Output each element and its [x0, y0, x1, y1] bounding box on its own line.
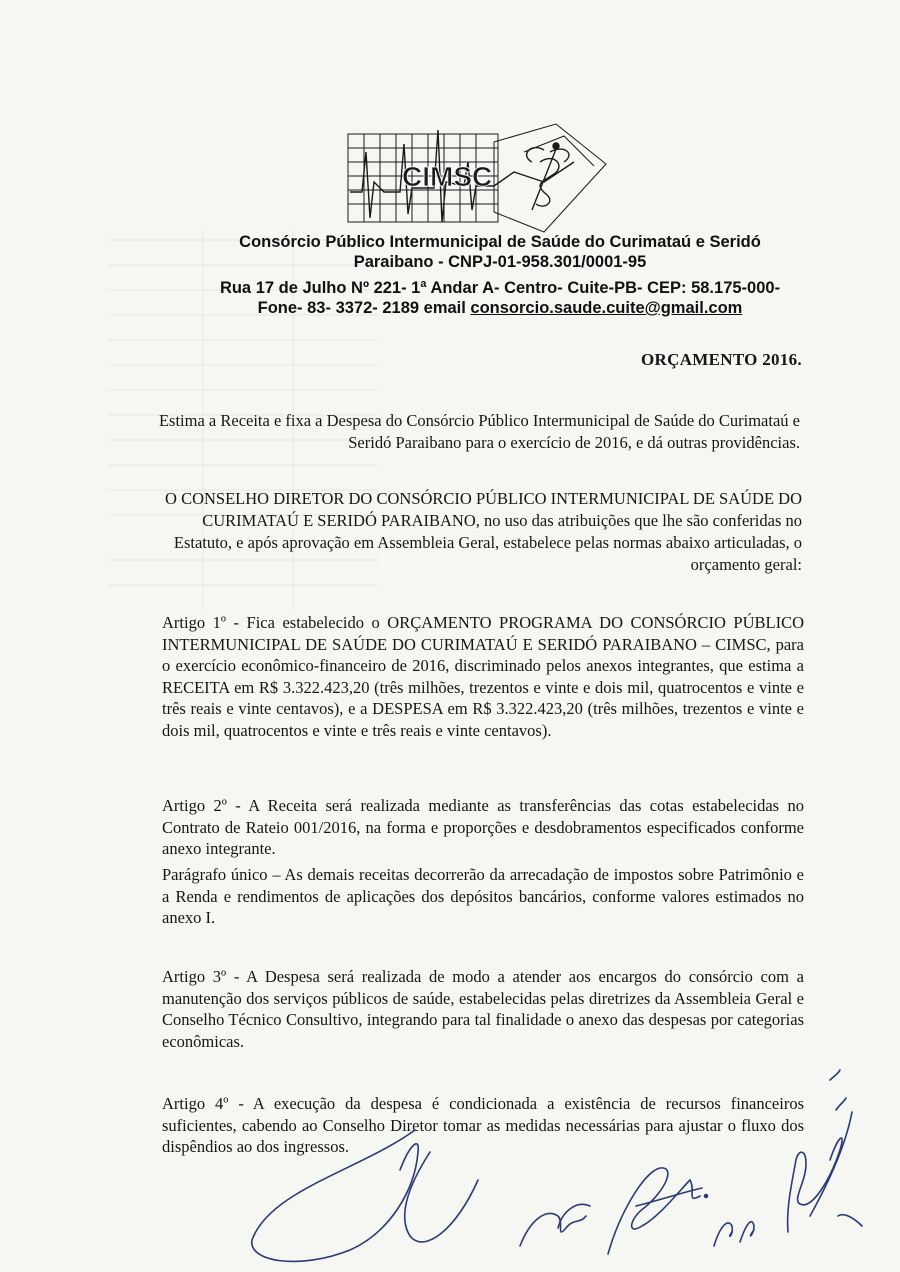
artigo-3: Artigo 3º - A Despesa será realizada de modo a atender aos encargos do consórcio com a manutenção dos serviços públicos de saúde, estabelecidas pelas diretrizes da Assembleia Geral e Conselho Técnico Consultivo, integrando para tal finalidade o anexo das despesas por categorias econômicas.	[162, 967, 804, 1051]
logo-graphic	[344, 122, 612, 238]
paragrafo-unico: Parágrafo único – As demais receitas decorrerão da arrecadação de impostos sobre Patrimônio e a Renda e rendimentos de aplicações dos depósitos bancários, conforme valores estimados no anexo I.	[162, 865, 804, 927]
logo-acronym: CIMSC	[402, 161, 493, 192]
ementa: Estima a Receita e fixa a Despesa do Consórcio Público Intermunicipal de Saúde do Curimataú e Seridó Paraibano para o exercício de 2016, e dá outras providências.	[158, 411, 800, 452]
artigo-1: Artigo 1º - Fica estabelecido o ORÇAMENTO PROGRAMA DO CONSÓRCIO PÚBLICO INTERMUNICIPAL DE SAÚDE DO CURIMATAÚ E SERIDÓ PARAIBANO – CIMSC, para o exercício econômico-financeiro de 2016, discriminado pelos anexos integrantes, que estima a RECEITA em R$ 3.322.423,20 (três milhões, trezentos e vinte e dois mil, quatrocentos e vinte e três reais e vinte centavos), e a DESPESA em R$ 3.322.423,20 (três milhões, trezentos e vinte e dois mil, quatrocentos e vinte e três reais e vinte centavos).	[162, 613, 804, 740]
consortium-name: Consórcio Público Intermunicipal de Saúde do Curimataú e Seridó	[239, 233, 761, 251]
consortium-cnpj: Paraibano - CNPJ-01-958.301/0001-95	[353, 253, 647, 271]
artigo-4: Artigo 4º - A execução da despesa é condicionada a existência de recursos financeiros suficientes, cabendo ao Conselho Diretor tomar as medidas necessárias para ajustar o fluxo dos dispêndios ao dos ingressos.	[162, 1094, 804, 1156]
cimsc-logo	[344, 122, 612, 238]
caduceus-icon	[527, 143, 569, 210]
consortium-contact	[150, 298, 850, 318]
signature-scribbles	[240, 1040, 880, 1272]
artigo-2: Artigo 2º - A Receita será realizada mediante as transferências das cotas estabelecidas no Contrato de Rateio 001/2016, na forma e proporções e desdobramentos especificados conforme anexo integrante.	[162, 796, 804, 858]
letterhead-name-block	[150, 232, 850, 272]
phone-label: Fone- 83- 3372- 2189 email	[257, 299, 471, 317]
document-title: ORÇAMENTO 2016.	[641, 350, 802, 369]
handwritten-signatures	[240, 1040, 880, 1272]
email-link[interactable]: consorcio.saude.cuite@gmail.com	[470, 299, 743, 317]
preamble: O CONSELHO DIRETOR DO CONSÓRCIO PÚBLICO INTERMUNICIPAL DE SAÚDE DO CURIMATAÚ E SERIDÓ PARAIBANO, no uso das atribuições que lhe são conferidas no Estatuto, e após aprovação em Assembleia Geral, estabelece pelas normas abaixo articuladas, o orçamento geral:	[165, 489, 802, 574]
letterhead-address-block	[150, 278, 850, 318]
consortium-address: Rua 17 de Julho Nº 221- 1ª Andar A- Centro- Cuite-PB- CEP: 58.175-000-	[219, 279, 781, 297]
